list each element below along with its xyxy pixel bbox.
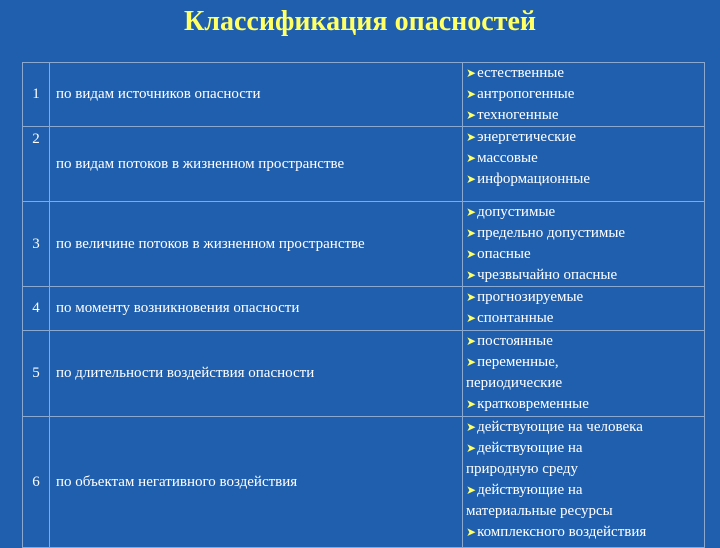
table-row <box>23 417 705 548</box>
arrow-bullet-icon: ➤ <box>466 151 477 165</box>
list-item-text: спонтанные <box>477 310 554 326</box>
list-item-text: природную среду <box>466 461 578 477</box>
list-item-text: предельно допустимые <box>477 225 626 241</box>
slide-title: Классификация опасностей <box>183 6 537 37</box>
row-number: 2 <box>23 127 50 202</box>
list-item-text: информационные <box>477 171 591 187</box>
list-item <box>466 202 704 223</box>
list-item-text: допустимые <box>477 204 556 220</box>
arrow-bullet-icon: ➤ <box>466 205 477 219</box>
list-item <box>466 105 704 126</box>
row-label: по видам источников опасности <box>50 63 463 127</box>
arrow-bullet-icon: ➤ <box>466 87 477 101</box>
list-item-text: прогнозируемые <box>477 289 584 305</box>
arrow-bullet-icon: ➤ <box>466 247 477 261</box>
list-item <box>466 223 704 244</box>
list-item <box>466 394 704 415</box>
arrow-bullet-icon: ➤ <box>466 441 477 455</box>
row-number: 6 <box>23 417 50 548</box>
arrow-bullet-icon: ➤ <box>466 130 477 144</box>
list-item-text: комплексного воздействия <box>477 524 647 540</box>
list-item <box>466 438 704 459</box>
arrow-bullet-icon: ➤ <box>466 268 477 282</box>
list-item-text: массовые <box>477 150 538 166</box>
list-item <box>466 373 704 394</box>
row-items <box>463 63 705 127</box>
list-item-text: опасные <box>477 246 531 262</box>
arrow-bullet-icon: ➤ <box>466 525 477 539</box>
list-item <box>466 331 704 352</box>
list-item-text: материальные ресурсы <box>466 503 613 519</box>
list-item <box>466 148 704 169</box>
list-item <box>466 459 704 480</box>
list-item <box>466 265 704 286</box>
table-row <box>23 287 705 331</box>
row-label: по длительности воздействия опасности <box>50 331 463 417</box>
list-item <box>466 480 704 501</box>
arrow-bullet-icon: ➤ <box>466 420 477 434</box>
row-items <box>463 417 705 548</box>
row-number: 3 <box>23 202 50 287</box>
list-item <box>466 84 704 105</box>
row-label: по моменту возникновения опасности <box>50 287 463 331</box>
row-number: 5 <box>23 331 50 417</box>
list-item-text: техногенные <box>477 107 559 123</box>
list-item-text: переменные, <box>477 354 559 370</box>
arrow-bullet-icon: ➤ <box>466 226 477 240</box>
arrow-bullet-icon: ➤ <box>466 397 477 411</box>
list-item <box>466 244 704 265</box>
arrow-bullet-icon: ➤ <box>466 108 477 122</box>
list-item <box>466 287 704 308</box>
list-item <box>466 127 704 148</box>
row-items <box>463 287 705 331</box>
row-number: 4 <box>23 287 50 331</box>
table-row <box>23 127 705 202</box>
arrow-bullet-icon: ➤ <box>466 311 477 325</box>
row-label: по объектам негативного воздействия <box>50 417 463 548</box>
list-item <box>466 308 704 329</box>
list-item-text: чрезвычайно опасные <box>477 267 618 283</box>
table-row <box>23 202 705 287</box>
arrow-bullet-icon: ➤ <box>466 172 477 186</box>
list-item <box>466 169 704 190</box>
list-item <box>466 417 704 438</box>
row-label: по величине потоков в жизненном пространстве <box>50 202 463 287</box>
classification-table <box>22 62 705 548</box>
row-items <box>463 127 705 202</box>
list-item-text: естественные <box>477 65 564 81</box>
table-row <box>23 331 705 417</box>
row-number: 1 <box>23 63 50 127</box>
list-item <box>466 352 704 373</box>
row-label: по видам потоков в жизненном пространстве <box>50 127 463 202</box>
arrow-bullet-icon: ➤ <box>466 334 477 348</box>
arrow-bullet-icon: ➤ <box>466 355 477 369</box>
list-item-text: действующие на человека <box>477 419 643 435</box>
list-item-text: действующие на <box>477 482 583 498</box>
arrow-bullet-icon: ➤ <box>466 66 477 80</box>
row-items <box>463 202 705 287</box>
table-row <box>23 63 705 127</box>
list-item-text: периодические <box>466 375 563 391</box>
arrow-bullet-icon: ➤ <box>466 290 477 304</box>
list-item-text: кратковременные <box>477 396 589 412</box>
list-item-text: постоянные <box>477 333 553 349</box>
list-item <box>466 63 704 84</box>
row-items <box>463 331 705 417</box>
list-item-text: энергетические <box>477 129 577 145</box>
list-item <box>466 501 704 522</box>
list-item-text: действующие на <box>477 440 583 456</box>
list-item-text: антропогенные <box>477 86 575 102</box>
arrow-bullet-icon: ➤ <box>466 483 477 497</box>
